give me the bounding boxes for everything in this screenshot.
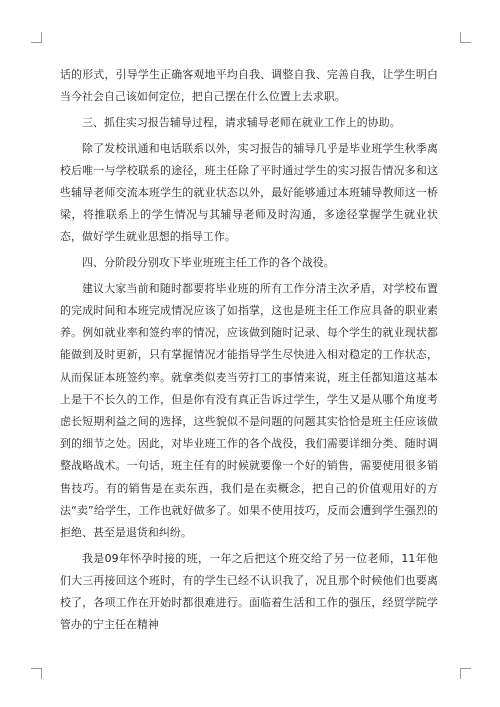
paragraph-1: 话的形式，引导学生正确客观地平均自我、调整自我、完善自我，让学生明白当今社会自己该如何定位，把自己摆在什么位置上去求职。 [60,68,438,104]
section-heading-4: 四、分阶段分别攻下毕业班班主任工作的各个战役。 [82,256,335,270]
crop-mark-bottom-right [460,668,471,679]
crop-mark-top-left [31,32,42,43]
crop-mark-top-right [460,32,471,43]
crop-mark-bottom-left [31,668,42,679]
paragraph-3: 除了发校讯通和电话联系以外，实习报告的辅导几乎是毕业班学生秋季离校后唯一与学校联系的途径，班主任除了平时通过学生的实习报告情况多和这些辅导老师交流本班学生的就业状态以外，最好能够通过本班辅导教师这一桥梁，将推联系上的学生情况与其辅导老师及时沟通，多途径掌握学生就业状态，做好学生就业思想的指导工作。 [60,141,438,244]
document-body [60,64,438,640]
paragraph-6: 我是09年怀孕时接的班，一年之后把这个班交给了另一位老师，11年他们大三再接回这个班时，有的学生已经不认识我了，况且那个时候他们也要离校了，各项工作在开始时都很难进行。面临着生活和工作的强压，经贸学院学管办的宁主任在精神 [60,551,438,632]
section-heading-3: 三、抓住实习报告辅导过程，请求辅导老师在就业工作上的协助。 [82,115,401,129]
paragraph-5: 建议大家当前和随时都要将毕业班的所有工作分清主次矛盾，对学校布置的完成时间和本班完成情况应该了如指掌，这也是班主任工作应具备的职业素养。例如就业率和签约率的情况，应该做到随时记录、每个学生的就业现状都能做到及时更新，只有掌握情况才能指导学生尽快进入相对稳定的工作状态，从而保证本班签约率。就拿类似麦当劳打工的事情来说，班主任都知道这基本上是干不长久的工作，但是你有没有真正告诉过学生，学生又是从哪个角度考虑长短期利益之间的选择，这些貌似不是问题的问题其实恰恰是班主任应该做到的细节之处。因此，对毕业班工作的各个战役，我们需要详细分类、随时调整战略战术。一句话，班主任有的时候就要像一个好的销售，需要使用很多销售技巧。有的销售是在卖东西，我们是在卖概念，把自己的价值观用好的方法“卖”给学生，工作也就好做多了。如果不使用技巧，反而会遭到学生强烈的拒绝、甚至是退货和纠纷。 [60,281,438,540]
